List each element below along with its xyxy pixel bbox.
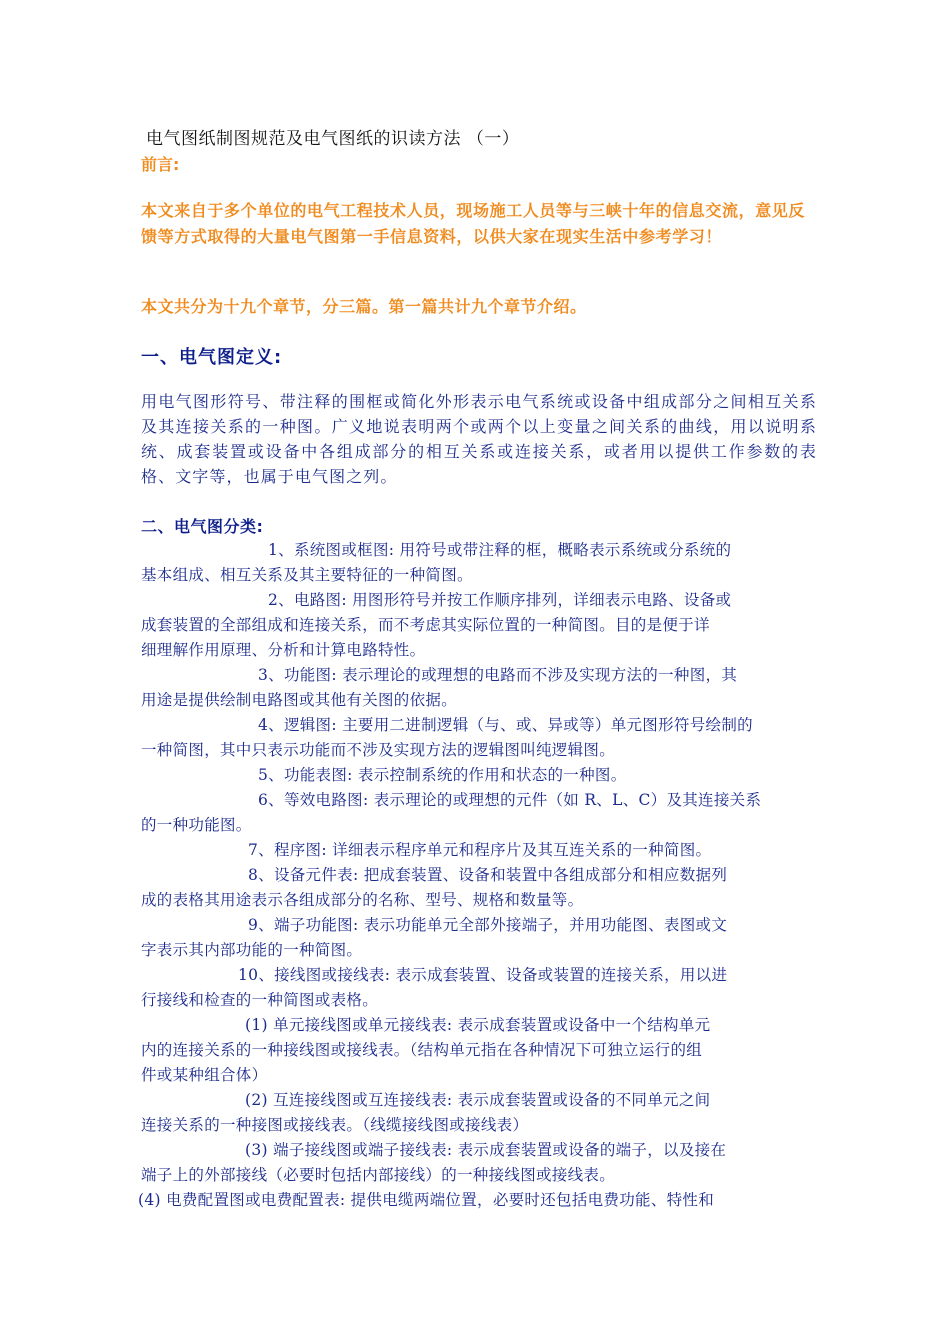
- classification-line: 件或某种组合体）: [141, 1066, 268, 1084]
- classification-line: 行接线和检查的一种简图或表格。: [141, 991, 379, 1009]
- classification-line: 9、端子功能图: 表示功能单元全部外接端子，并用功能图、表图或文: [248, 916, 728, 934]
- classification-line: (1) 单元接线图或单元接线表: 表示成套装置或设备中一个结构单元: [245, 1016, 711, 1034]
- preface-label: 前言:: [141, 155, 180, 174]
- classification-line: 成套装置的全部组成和连接关系，而不考虑其实际位置的一种简图。目的是便于详: [141, 616, 710, 634]
- classification-line: 4、逻辑图: 主要用二进制逻辑（与、或、异或等）单元图形符号绘制的: [258, 716, 753, 734]
- classification-line: 成的表格其用途表示各组成部分的名称、型号、规格和数量等。: [141, 891, 584, 909]
- classification-line: 连接关系的一种接图或接线表。（线缆接线图或接线表）: [141, 1116, 529, 1134]
- document-title: 电气图纸制图规范及电气图纸的识读方法 （一）: [146, 129, 520, 149]
- classification-line: 用途是提供绘制电路图或其他有关图的依据。: [141, 691, 458, 709]
- classification-line: (4) 电费配置图或电费配置表: 提供电缆两端位置，必要时还包括电费功能、特性和: [138, 1191, 715, 1209]
- classification-line: (2) 互连接线图或互连接线表: 表示成套装置或设备的不同单元之间: [245, 1091, 711, 1109]
- classification-line: 字表示其内部功能的一种简图。: [141, 941, 363, 959]
- classification-line: 7、程序图: 详细表示程序单元和程序片及其互连关系的一种简图。: [248, 841, 712, 859]
- classification-line: 8、设备元件表: 把成套装置、设备和装置中各组成部分和相应数据列: [248, 866, 728, 884]
- chapters-note: 本文共分为十九个章节，分三篇。第一篇共计九个章节介绍。: [141, 297, 587, 316]
- section1-heading: 一、电气图定义:: [141, 347, 283, 368]
- classification-line: 5、功能表图: 表示控制系统的作用和状态的一种图。: [258, 766, 627, 784]
- classification-line: 3、功能图: 表示理论的或理想的电路而不涉及实现方法的一种图，其: [258, 666, 738, 684]
- definition-paragraph: 用电气图形符号、带注释的围框或简化外形表示电气系统或设备中组成部分之间相互关系及其连接关系的一种图。广义地说表明两个或两个以上变量之间关系的曲线，用以说明系统、成套装置或设备中各组成部分的相互关系或连接关系，或者用以提供工作参数的表格、文字等，也属于电气图之列。: [141, 392, 817, 486]
- classification-line: 一种简图，其中只表示功能而不涉及实现方法的逻辑图叫纯逻辑图。: [141, 741, 616, 759]
- classification-line: (3) 端子接线图或端子接线表: 表示成套装置或设备的端子，以及接在: [245, 1141, 727, 1159]
- classification-line: 内的连接关系的一种接线图或接线表。（结构单元指在各种情况下可独立运行的组: [141, 1041, 703, 1059]
- classification-line: 的一种功能图。: [141, 816, 252, 834]
- intro-paragraph: 本文来自于多个单位的电气工程技术人员，现场施工人员等与三峡十年的信息交流，意见反馈等方式取得的大量电气图第一手信息资料，以供大家在现实生活中参考学习！: [141, 201, 806, 246]
- classification-line: 2、电路图: 用图形符号并按工作顺序排列，详细表示电路、设备或: [268, 591, 732, 609]
- classification-line: 1、系统图或框图: 用符号或带注释的框，概略表示系统或分系统的: [268, 541, 732, 559]
- classification-line: 10、接线图或接线表: 表示成套装置、设备或装置的连接关系，用以进: [238, 966, 728, 984]
- classification-line: 6、等效电路图: 表示理论的或理想的元件（如 R、L、C）及其连接关系: [258, 791, 762, 809]
- classification-line: 基本组成、相互关系及其主要特征的一种简图。: [141, 566, 473, 584]
- classification-line: 端子上的外部接线（必要时包括内部接线）的一种接线图或接线表。: [141, 1166, 616, 1184]
- classification-line: 细理解作用原理、分析和计算电路特性。: [141, 641, 426, 659]
- section2-heading: 二、电气图分类:: [141, 517, 264, 536]
